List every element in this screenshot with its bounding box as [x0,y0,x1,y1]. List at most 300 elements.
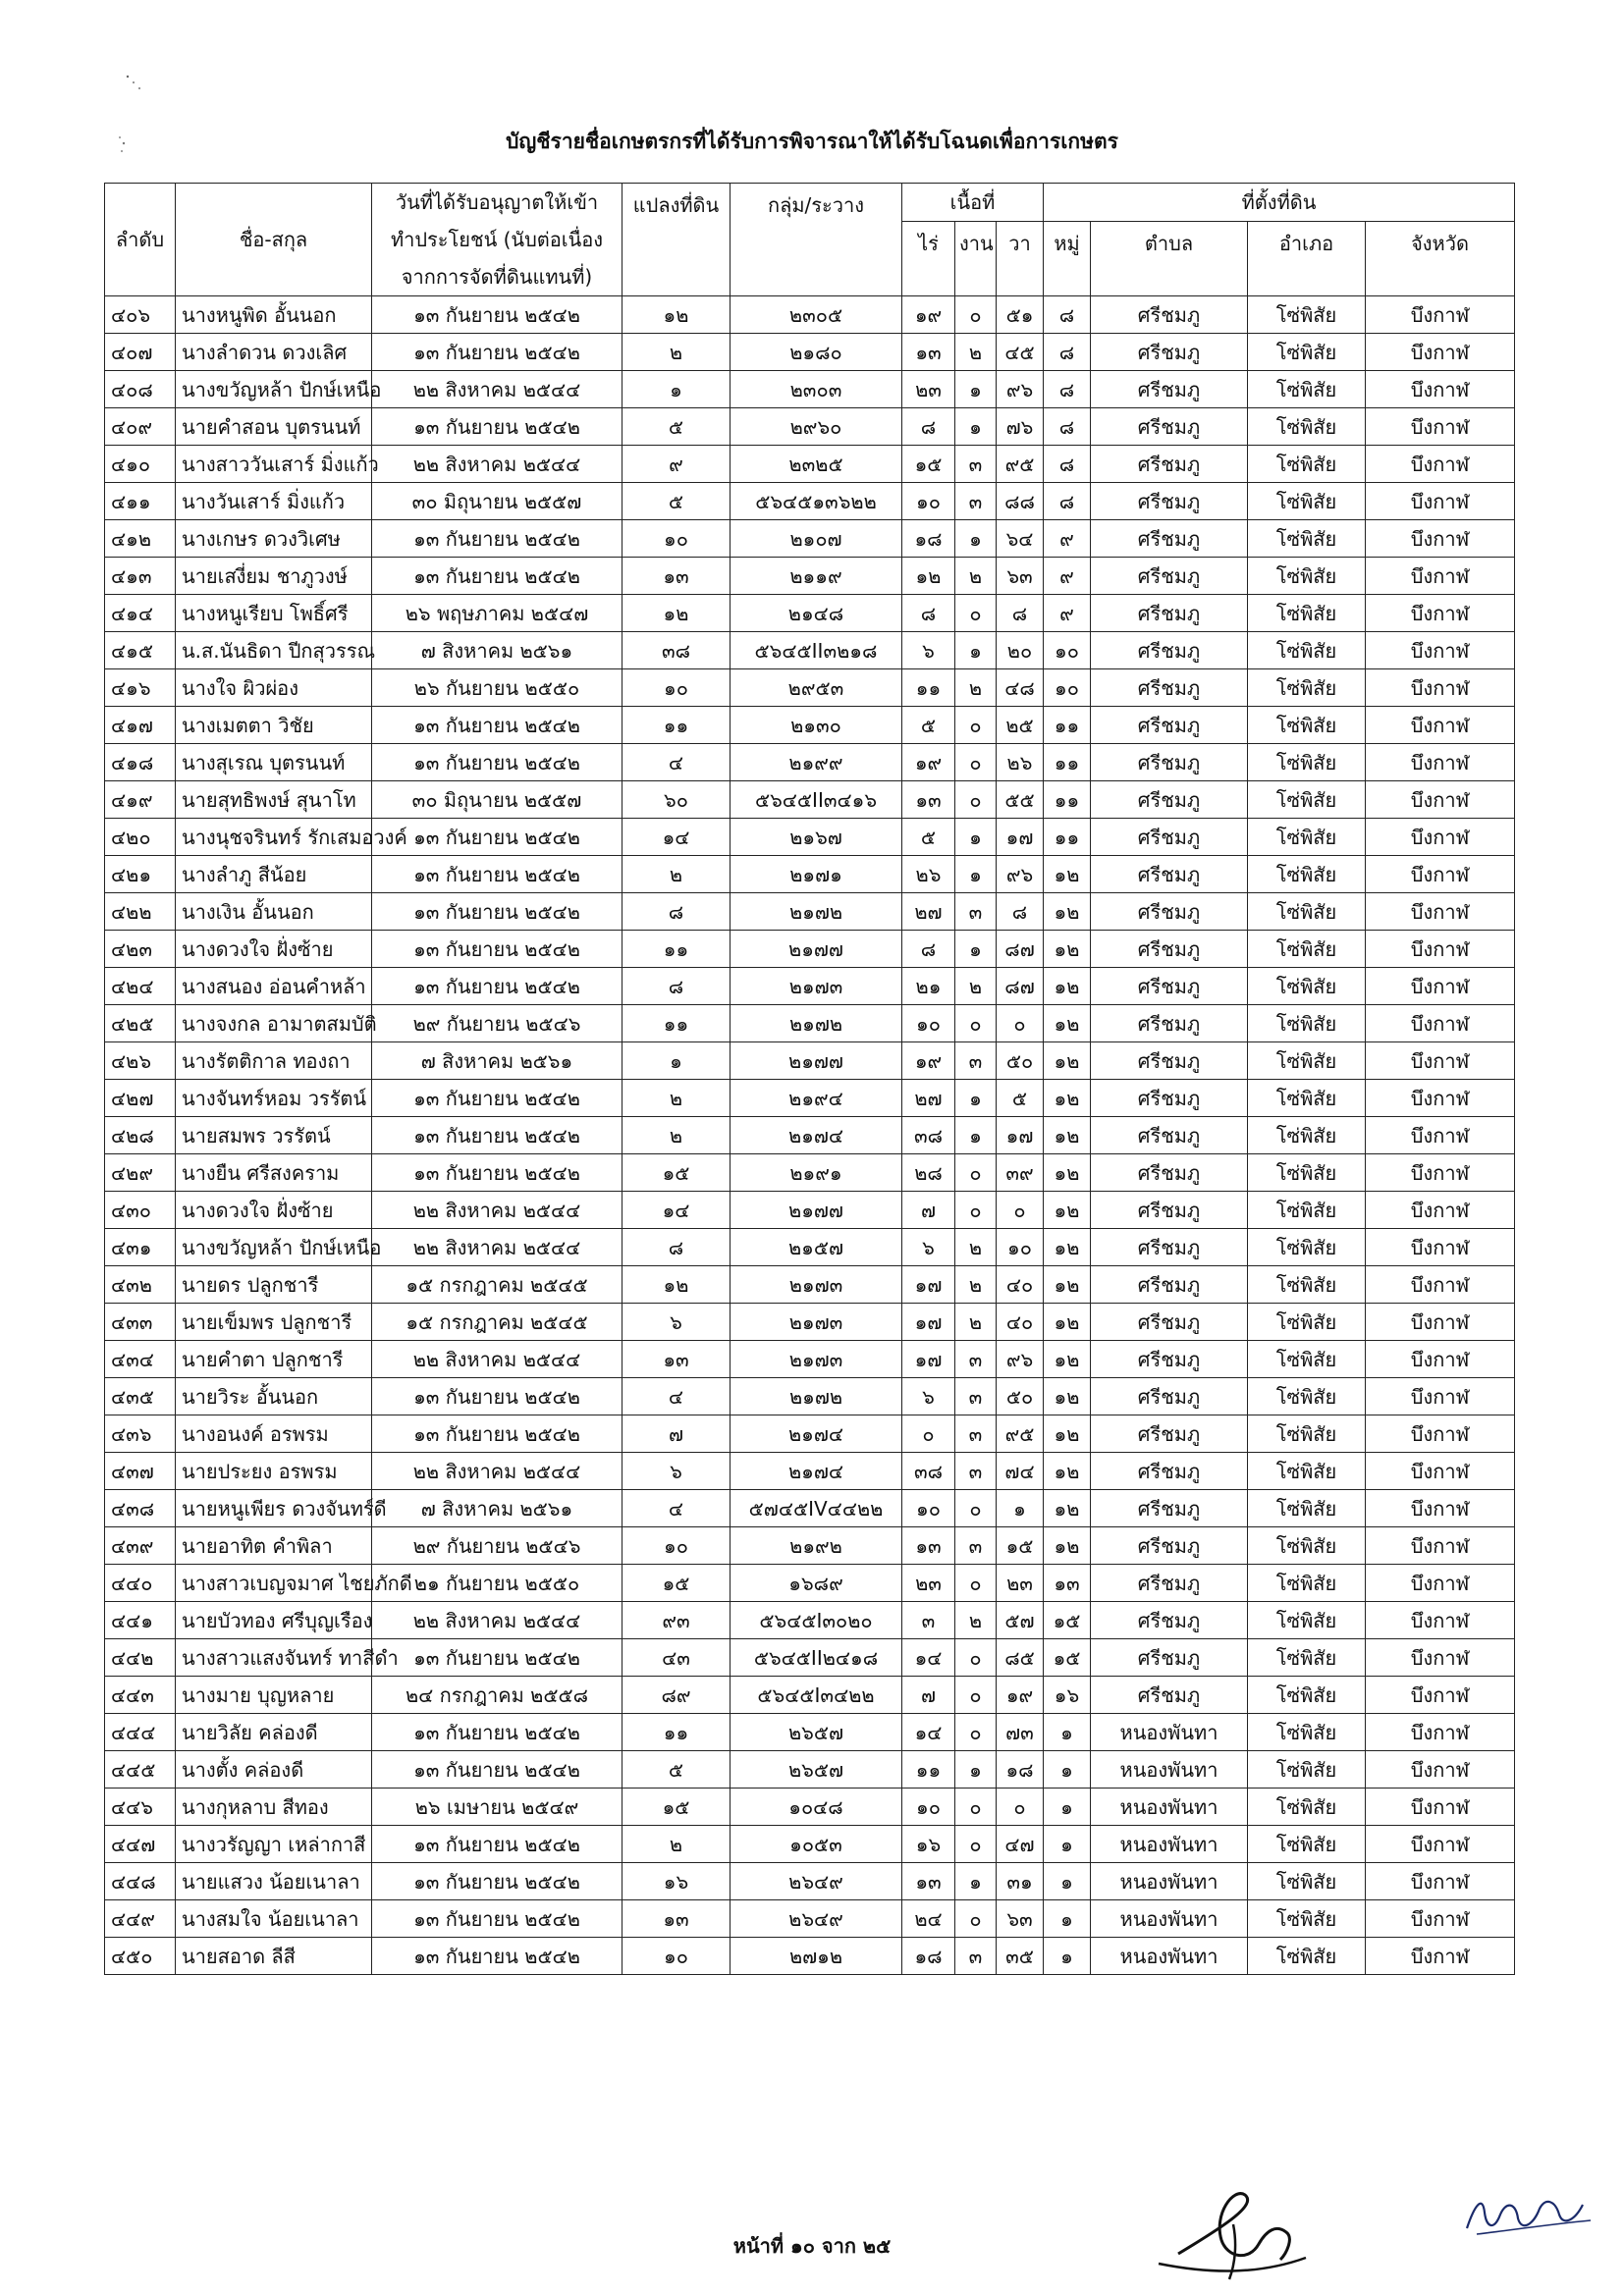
table-row [105,595,1515,632]
cell-name: นางจงกล อามาตสมบัติ [176,1005,372,1042]
cell-name: นางสาวแสงจันทร์ ทาสีดำ [176,1639,372,1677]
cell-parcel: ๓๘ [623,632,731,669]
cell-parcel: ๑๒ [623,1266,731,1304]
cell-rai: ๑๗ [902,1304,955,1341]
cell-province: บึงกาฬ [1366,334,1515,371]
cell-ngan: ๑ [955,819,997,856]
cell-moo: ๑๒ [1044,968,1091,1005]
cell-rai: ๑๘ [902,1938,955,1975]
cell-moo: ๑ [1044,1863,1091,1900]
header-date [372,184,623,296]
cell-province: บึงกาฬ [1366,1490,1515,1527]
cell-moo: ๑๐ [1044,632,1091,669]
header-date-line1: วันที่ได้รับอนุญาตให้เข้า [395,190,599,214]
header-tambon: ตำบล [1091,222,1248,296]
cell-rai: ๑๙ [902,296,955,334]
cell-moo: ๑๒ [1044,1005,1091,1042]
cell-rai: ๑๓ [902,1863,955,1900]
cell-parcel: ๙๓ [623,1602,731,1639]
cell-date: ๒๒ สิงหาคม ๒๕๔๔ [372,371,623,408]
cell-group: ๒๓๐๕ [731,296,902,334]
cell-no: ๔๒๑ [105,856,176,893]
cell-date: ๑๓ กันยายน ๒๕๔๒ [372,1415,623,1453]
cell-group: ๕๗๔๕IV๔๔๒๒ [731,1490,902,1527]
cell-name: น.ส.นันธิดา ปีกสุวรรณ [176,632,372,669]
cell-group: ๒๖๕๗ [731,1751,902,1789]
cell-province: บึงกาฬ [1366,1304,1515,1341]
cell-wa: ๑๗ [997,1117,1044,1154]
cell-ngan: ๐ [955,1154,997,1192]
cell-rai: ๑๐ [902,1789,955,1826]
cell-rai: ๘ [902,931,955,968]
cell-no: ๔๑๑ [105,483,176,520]
cell-date: ๒๙ กันยายน ๒๕๔๖ [372,1527,623,1565]
cell-parcel: ๘ [623,968,731,1005]
cell-group: ๒๑๓๐ [731,707,902,744]
table-row [105,296,1515,334]
cell-moo: ๑๒ [1044,1229,1091,1266]
cell-moo: ๑๒ [1044,893,1091,931]
table-row [105,1117,1515,1154]
cell-ngan: ๐ [955,1192,997,1229]
header-moo: หมู่ [1044,222,1091,296]
cell-tambon: ศรีชมภู [1091,558,1248,595]
cell-province: บึงกาฬ [1366,1378,1515,1415]
cell-parcel: ๔ [623,1378,731,1415]
cell-wa: ๘๗ [997,931,1044,968]
cell-name: นางสมใจ น้อยเนาลา [176,1900,372,1938]
cell-moo: ๑ [1044,1938,1091,1975]
cell-province: บึงกาฬ [1366,781,1515,819]
cell-date: ๑๓ กันยายน ๒๕๔๒ [372,1714,623,1751]
cell-province: บึงกาฬ [1366,1415,1515,1453]
cell-province: บึงกาฬ [1366,707,1515,744]
cell-name: นายคำตา ปลูกชารี [176,1341,372,1378]
cell-name: นางสนอง อ่อนคำหล้า [176,968,372,1005]
cell-parcel: ๑๕ [623,1565,731,1602]
cell-tambon: ศรีชมภู [1091,669,1248,707]
cell-name: นายหนูเพียร ดวงจันทร์ดี [176,1490,372,1527]
cell-tambon: ศรีชมภู [1091,819,1248,856]
cell-group: ๒๑๗๔ [731,1415,902,1453]
table-row [105,1863,1515,1900]
cell-amphoe: โซ่พิสัย [1248,1453,1366,1490]
cell-tambon: ศรีชมภู [1091,1266,1248,1304]
cell-tambon: ศรีชมภู [1091,1490,1248,1527]
cell-tambon: ศรีชมภู [1091,781,1248,819]
cell-parcel: ๑๔ [623,1192,731,1229]
table-row [105,781,1515,819]
table-row [105,856,1515,893]
cell-date: ๒๒ สิงหาคม ๒๕๔๔ [372,1602,623,1639]
cell-group: ๒๑๗๓ [731,968,902,1005]
cell-moo: ๑ [1044,1826,1091,1863]
cell-no: ๔๓๗ [105,1453,176,1490]
cell-wa: ๔๕ [997,334,1044,371]
cell-group: ๑๐๕๓ [731,1826,902,1863]
cell-wa: ๘ [997,893,1044,931]
cell-province: บึงกาฬ [1366,931,1515,968]
cell-name: นายคำสอน บุตรนนท์ [176,408,372,446]
cell-amphoe: โซ่พิสัย [1248,1863,1366,1900]
cell-date: ๓๐ มิถุนายน ๒๕๕๗ [372,781,623,819]
cell-name: นางมาย บุญหลาย [176,1677,372,1714]
cell-wa: ๔๘ [997,669,1044,707]
cell-date: ๒๑ กันยายน ๒๕๕๐ [372,1565,623,1602]
cell-no: ๔๓๑ [105,1229,176,1266]
cell-no: ๔๑๗ [105,707,176,744]
cell-moo: ๑๕ [1044,1602,1091,1639]
cell-parcel: ๑๑ [623,931,731,968]
cell-wa: ๑๘ [997,1751,1044,1789]
cell-province: บึงกาฬ [1366,1080,1515,1117]
cell-no: ๔๒๖ [105,1042,176,1080]
cell-parcel: ๒ [623,1826,731,1863]
cell-rai: ๓๘ [902,1117,955,1154]
cell-name: นางขวัญหล้า ปักษ์เหนือ [176,371,372,408]
cell-rai: ๗ [902,1677,955,1714]
cell-moo: ๙ [1044,520,1091,558]
cell-ngan: ๒ [955,1304,997,1341]
cell-amphoe: โซ่พิสัย [1248,968,1366,1005]
cell-name: นายสอาด ลีสี [176,1938,372,1975]
cell-province: บึงกาฬ [1366,968,1515,1005]
cell-rai: ๑๓ [902,1527,955,1565]
cell-amphoe: โซ่พิสัย [1248,1117,1366,1154]
cell-group: ๕๖๔๕II๓๔๑๖ [731,781,902,819]
cell-amphoe: โซ่พิสัย [1248,595,1366,632]
cell-province: บึงกาฬ [1366,371,1515,408]
cell-name: นางเงิน อั้นนอก [176,893,372,931]
signature-2 [1461,2185,1598,2244]
header-area: เนื้อที่ [902,184,1044,222]
cell-tambon: ศรีชมภู [1091,1042,1248,1080]
cell-province: บึงกาฬ [1366,632,1515,669]
cell-ngan: ๑ [955,371,997,408]
cell-parcel: ๑๓ [623,558,731,595]
cell-group: ๒๑๗๗ [731,1192,902,1229]
cell-ngan: ๓ [955,446,997,483]
cell-ngan: ๑ [955,1117,997,1154]
table-row [105,1789,1515,1826]
cell-province: บึงกาฬ [1366,1229,1515,1266]
cell-tambon: ศรีชมภู [1091,483,1248,520]
cell-wa: ๘๗ [997,968,1044,1005]
cell-ngan: ๑ [955,408,997,446]
cell-no: ๔๓๔ [105,1341,176,1378]
cell-name: นางจันทร์หอม วรรัตน์ [176,1080,372,1117]
cell-wa: ๑๕ [997,1527,1044,1565]
cell-group: ๒๑๗๗ [731,931,902,968]
cell-tambon: ศรีชมภู [1091,1080,1248,1117]
cell-group: ๕๖๔๕II๒๔๑๘ [731,1639,902,1677]
cell-group: ๒๑๙๔ [731,1080,902,1117]
cell-no: ๔๓๒ [105,1266,176,1304]
cell-no: ๔๒๓ [105,931,176,968]
cell-rai: ๖ [902,632,955,669]
cell-parcel: ๑๐ [623,520,731,558]
cell-date: ๑๓ กันยายน ๒๕๔๒ [372,707,623,744]
cell-tambon: ศรีชมภู [1091,1677,1248,1714]
cell-wa: ๐ [997,1789,1044,1826]
cell-tambon: ศรีชมภู [1091,1415,1248,1453]
cell-moo: ๑ [1044,1789,1091,1826]
cell-province: บึงกาฬ [1366,595,1515,632]
cell-parcel: ๑ [623,371,731,408]
cell-wa: ๖๔ [997,520,1044,558]
cell-tambon: ศรีชมภู [1091,1378,1248,1415]
cell-group: ๒๑๗๗ [731,1042,902,1080]
cell-date: ๗ สิงหาคม ๒๕๖๑ [372,632,623,669]
cell-tambon: ศรีชมภู [1091,595,1248,632]
cell-ngan: ๐ [955,1826,997,1863]
table-row [105,1005,1515,1042]
cell-wa: ๓๙ [997,1154,1044,1192]
cell-tambon: ศรีชมภู [1091,1005,1248,1042]
cell-tambon: หนองพันทา [1091,1863,1248,1900]
cell-no: ๔๒๐ [105,819,176,856]
page-footer: หน้าที่ ๑๐ จาก ๒๕ [732,2234,892,2258]
cell-amphoe: โซ่พิสัย [1248,744,1366,781]
cell-no: ๔๑๔ [105,595,176,632]
header-province: จังหวัด [1366,222,1515,296]
cell-no: ๔๓๐ [105,1192,176,1229]
cell-rai: ๑๗ [902,1341,955,1378]
cell-group: ๒๑๕๗ [731,1229,902,1266]
table-row [105,371,1515,408]
table-row [105,744,1515,781]
cell-tambon: ศรีชมภู [1091,744,1248,781]
cell-parcel: ๒ [623,1117,731,1154]
cell-name: นางสาววันเสาร์ มิ่งแก้ว [176,446,372,483]
header-date-line3: จากการจัดที่ดินแทนที่) [401,265,593,289]
cell-province: บึงกาฬ [1366,1565,1515,1602]
cell-ngan: ๒ [955,1602,997,1639]
cell-no: ๔๔๒ [105,1639,176,1677]
cell-ngan: ๒ [955,669,997,707]
cell-parcel: ๑๒ [623,296,731,334]
cell-date: ๑๓ กันยายน ๒๕๔๒ [372,1900,623,1938]
cell-wa: ๙๖ [997,856,1044,893]
cell-wa: ๒๕ [997,707,1044,744]
cell-no: ๔๒๕ [105,1005,176,1042]
cell-wa: ๘๘ [997,483,1044,520]
cell-ngan: ๒ [955,558,997,595]
cell-ngan: ๐ [955,744,997,781]
cell-amphoe: โซ่พิสัย [1248,1304,1366,1341]
scan-specks [118,69,157,177]
cell-amphoe: โซ่พิสัย [1248,707,1366,744]
cell-parcel: ๑๖ [623,1863,731,1900]
cell-wa: ๕๕ [997,781,1044,819]
cell-province: บึงกาฬ [1366,1453,1515,1490]
cell-parcel: ๑๐ [623,1527,731,1565]
cell-name: นางกุหลาบ สีทอง [176,1789,372,1826]
cell-ngan: ๒ [955,1266,997,1304]
table-row [105,408,1515,446]
cell-group: ๒๑๗๑ [731,856,902,893]
cell-no: ๔๐๖ [105,296,176,334]
cell-province: บึงกาฬ [1366,1938,1515,1975]
cell-wa: ๙๖ [997,1341,1044,1378]
cell-amphoe: โซ่พิสัย [1248,893,1366,931]
cell-parcel: ๑๓ [623,1900,731,1938]
cell-parcel: ๑ [623,1042,731,1080]
cell-no: ๔๔๔ [105,1714,176,1751]
header-wa: วา [997,222,1044,296]
cell-rai: ๓ [902,1602,955,1639]
cell-moo: ๑๒ [1044,1453,1091,1490]
cell-ngan: ๑ [955,632,997,669]
cell-rai: ๑๙ [902,1042,955,1080]
cell-name: นางหนูพิด อั้นนอก [176,296,372,334]
cell-name: นางวันเสาร์ มิ่งแก้ว [176,483,372,520]
cell-parcel: ๔ [623,744,731,781]
cell-moo: ๑๒ [1044,1117,1091,1154]
cell-rai: ๒๗ [902,893,955,931]
cell-group: ๒๖๕๗ [731,1714,902,1751]
cell-parcel: ๔ [623,1490,731,1527]
cell-name: นางนุชจรินทร์ รักเสมอวงค์ [176,819,372,856]
cell-date: ๑๓ กันยายน ๒๕๔๒ [372,968,623,1005]
cell-parcel: ๑๐ [623,669,731,707]
cell-wa: ๑๙ [997,1677,1044,1714]
header-group-label: กลุ่ม/ระวาง [768,193,864,217]
cell-amphoe: โซ่พิสัย [1248,1714,1366,1751]
cell-name: นางลำดวน ดวงเลิศ [176,334,372,371]
header-rai: ไร่ [902,222,955,296]
signature-1 [1139,2185,1335,2283]
cell-tambon: หนองพันทา [1091,1714,1248,1751]
cell-wa: ๖๓ [997,1900,1044,1938]
cell-ngan: ๑ [955,1080,997,1117]
cell-name: นางสุเรณ บุตรนนท์ [176,744,372,781]
cell-date: ๑๓ กันยายน ๒๕๔๒ [372,744,623,781]
cell-tambon: ศรีชมภู [1091,632,1248,669]
cell-moo: ๑๒ [1044,1415,1091,1453]
cell-moo: ๑๕ [1044,1639,1091,1677]
cell-moo: ๑๑ [1044,707,1091,744]
cell-ngan: ๐ [955,1900,997,1938]
table-row [105,632,1515,669]
cell-moo: ๑๒ [1044,1527,1091,1565]
cell-date: ๒๒ สิงหาคม ๒๕๔๔ [372,1341,623,1378]
cell-group: ๕๖๔๕II๓๒๑๘ [731,632,902,669]
cell-amphoe: โซ่พิสัย [1248,446,1366,483]
cell-amphoe: โซ่พิสัย [1248,1565,1366,1602]
cell-name: นางหนูเรียบ โพธิ์ศรี [176,595,372,632]
cell-name: นางเมตตา วิชัย [176,707,372,744]
cell-no: ๔๓๙ [105,1527,176,1565]
cell-tambon: ศรีชมภู [1091,334,1248,371]
cell-amphoe: โซ่พิสัย [1248,1005,1366,1042]
cell-rai: ๕ [902,707,955,744]
cell-name: นางดวงใจ ฝั่งซ้าย [176,1192,372,1229]
cell-name: นายวิระ อั้นนอก [176,1378,372,1415]
cell-moo: ๑๒ [1044,1042,1091,1080]
cell-date: ๒๖ เมษายน ๒๕๔๙ [372,1789,623,1826]
cell-date: ๑๓ กันยายน ๒๕๔๒ [372,558,623,595]
cell-parcel: ๑๕ [623,1789,731,1826]
table-row [105,1080,1515,1117]
cell-name: นายเข็มพร ปลูกชารี [176,1304,372,1341]
cell-rai: ๒๘ [902,1154,955,1192]
cell-no: ๔๔๑ [105,1602,176,1639]
cell-moo: ๘ [1044,408,1091,446]
cell-province: บึงกาฬ [1366,1714,1515,1751]
cell-parcel: ๕ [623,1751,731,1789]
cell-tambon: ศรีชมภู [1091,1117,1248,1154]
cell-wa: ๕๐ [997,1378,1044,1415]
cell-date: ๒๔ กรกฎาคม ๒๕๕๘ [372,1677,623,1714]
cell-no: ๔๔๓ [105,1677,176,1714]
header-date-line2: ทำประโยชน์ (นับต่อเนื่อง [390,228,604,251]
cell-no: ๔๒๗ [105,1080,176,1117]
cell-date: ๑๕ กรกฎาคม ๒๕๔๕ [372,1304,623,1341]
cell-no: ๔๓๕ [105,1378,176,1415]
cell-tambon: ศรีชมภู [1091,408,1248,446]
cell-name: นายประยง อรพรม [176,1453,372,1490]
cell-moo: ๘ [1044,296,1091,334]
cell-parcel: ๑๒ [623,595,731,632]
cell-province: บึงกาฬ [1366,1005,1515,1042]
cell-rai: ๕ [902,819,955,856]
farmer-table-body [105,296,1515,1975]
cell-parcel: ๘ [623,1229,731,1266]
cell-ngan: ๐ [955,1565,997,1602]
cell-name: นายสุทธิพงษ์ สุนาโท [176,781,372,819]
cell-group: ๕๖๔๕I๓๐๒๐ [731,1602,902,1639]
cell-ngan: ๐ [955,296,997,334]
cell-date: ๑๓ กันยายน ๒๕๔๒ [372,1117,623,1154]
cell-wa: ๗๓ [997,1714,1044,1751]
cell-name: นายสมพร วรรัตน์ [176,1117,372,1154]
cell-moo: ๑๒ [1044,1266,1091,1304]
table-row [105,707,1515,744]
cell-ngan: ๐ [955,1677,997,1714]
cell-wa: ๔๗ [997,1826,1044,1863]
cell-tambon: หนองพันทา [1091,1789,1248,1826]
cell-date: ๗ สิงหาคม ๒๕๖๑ [372,1042,623,1080]
cell-name: นางยืน ศรีสงคราม [176,1154,372,1192]
cell-wa: ๑ [997,1490,1044,1527]
cell-date: ๑๓ กันยายน ๒๕๔๒ [372,296,623,334]
cell-parcel: ๒ [623,1080,731,1117]
cell-amphoe: โซ่พิสัย [1248,1341,1366,1378]
table-row [105,1229,1515,1266]
cell-tambon: ศรีชมภู [1091,893,1248,931]
cell-tambon: ศรีชมภู [1091,1602,1248,1639]
cell-no: ๔๔๐ [105,1565,176,1602]
cell-ngan: ๓ [955,1938,997,1975]
cell-group: ๒๑๗๓ [731,1266,902,1304]
cell-rai: ๑๑ [902,1751,955,1789]
cell-amphoe: โซ่พิสัย [1248,334,1366,371]
header-ngan: งาน [955,222,997,296]
cell-rai: ๖ [902,1229,955,1266]
cell-amphoe: โซ่พิสัย [1248,1826,1366,1863]
cell-province: บึงกาฬ [1366,296,1515,334]
table-row [105,1042,1515,1080]
cell-date: ๑๓ กันยายน ๒๕๔๒ [372,1378,623,1415]
cell-wa: ๑๐ [997,1229,1044,1266]
cell-date: ๑๓ กันยายน ๒๕๔๒ [372,1080,623,1117]
cell-group: ๒๑๗๓ [731,1341,902,1378]
cell-amphoe: โซ่พิสัย [1248,1192,1366,1229]
cell-date: ๑๕ กรกฎาคม ๒๕๔๕ [372,1266,623,1304]
cell-moo: ๑ [1044,1714,1091,1751]
cell-province: บึงกาฬ [1366,669,1515,707]
